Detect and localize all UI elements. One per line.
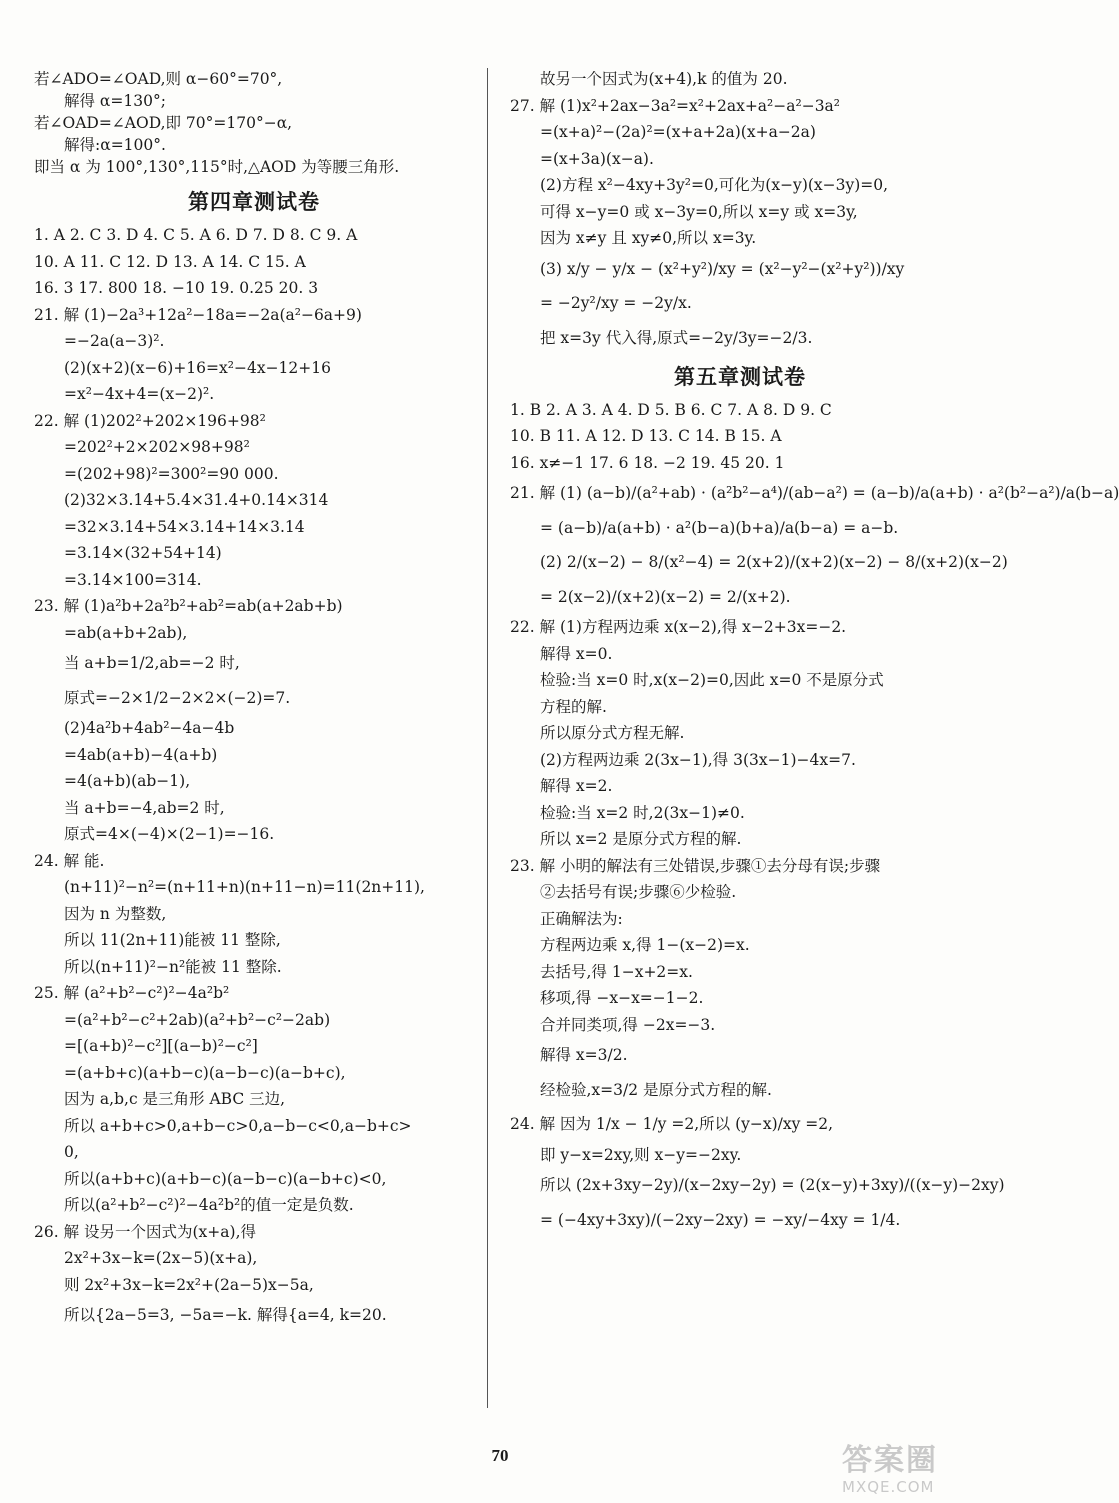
answer-row: 10. B 11. A 12. D 13. C 14. B 15. A xyxy=(510,427,782,445)
text-line: 原式=−2×1/2−2×2×(−2)=7. xyxy=(64,688,291,707)
text-line: =x²−4x+4=(x−2)². xyxy=(64,385,215,403)
text-line: =−2a(a−3)². xyxy=(64,332,165,350)
text-line: =202²+2×202×98+98² xyxy=(64,438,250,456)
text-line: 因为 x≠y 且 xy≠0,所以 x=3y. xyxy=(540,229,757,247)
text-line: 当 a+b=−4,ab=2 时, xyxy=(64,798,225,817)
text-line: 所以(a²+b²−c²)²−4a²b²的值一定是负数. xyxy=(64,1196,354,1214)
text-line: (3) x/y − y/x − (x²+y²)/xy = (x²−y²−(x²+y²))/xy xyxy=(540,259,905,278)
text-line: (2)(x+2)(x−6)+16=x²−4x−12+16 xyxy=(64,358,331,377)
text-line: 可得 x−y=0 或 x−3y=0,所以 x=y 或 x=3y, xyxy=(540,202,858,221)
text-line: =(a+b+c)(a+b−c)(a−b−c)(a−b+c), xyxy=(64,1063,346,1082)
text-line: =4ab(a+b)−4(a+b) xyxy=(64,745,218,764)
text-line: = −2y²/xy = −2y/x. xyxy=(540,294,692,312)
text-line: 即当 α 为 100°,130°,115°时,△AOD 为等腰三角形. xyxy=(34,158,400,176)
text-line: 若∠OAD=∠AOD,即 70°=170°−α, xyxy=(34,114,293,132)
text-line: =3.14×100=314. xyxy=(64,570,202,589)
text-line: 经检验,x=3/2 是原分式方程的解. xyxy=(540,1080,772,1099)
text-line: 把 x=3y 代入得,原式=−2y/3y=−2/3. xyxy=(540,328,813,347)
question-start: 22. 解 (1)202²+202×196+98² xyxy=(34,411,266,430)
right-column xyxy=(510,68,1119,1235)
watermark-logo xyxy=(842,1444,982,1500)
text-line: 解得 x=0. xyxy=(540,644,613,663)
text-line: 检验:当 x=2 时,2(3x−1)≠0. xyxy=(540,803,745,822)
text-line: 原式=4×(−4)×(2−1)=−16. xyxy=(64,825,275,843)
question-start: 22. 解 (1)方程两边乘 x(x−2),得 x−2+3x=−2. xyxy=(510,618,847,636)
text-line: (2)方程 x²−4xy+3y²=0,可化为(x−y)(x−3y)=0, xyxy=(540,176,889,194)
text-line: 所以 x=2 是原分式方程的解. xyxy=(540,830,742,848)
text-line: 所以{2a−5=3, −5a=−k. 解得{a=4, k=20. xyxy=(64,1306,387,1324)
text-line: (2) 2/(x−2) − 8/(x²−4) = 2(x+2)/(x+2)(x−2) − 8/(x+2)(x−2) xyxy=(540,553,1008,571)
text-line: =[(a+b)²−c²][(a−b)²−c²] xyxy=(64,1037,258,1055)
text-line: 解得 x=2. xyxy=(540,777,613,795)
text-line: =32×3.14+54×3.14+14×3.14 xyxy=(64,517,305,536)
text-line: 0, xyxy=(64,1143,79,1161)
text-line: (2)方程两边乘 2(3x−1),得 3(3x−1)−4x=7. xyxy=(540,750,856,769)
text-line: =(202+98)²=300²=90 000. xyxy=(64,464,279,483)
text-line: =(x+a)²−(2a)²=(x+a+2a)(x+a−2a) xyxy=(540,123,816,141)
text-line: 正确解法为: xyxy=(540,909,623,928)
text-line: ②去括号有误;步骤⑥少检验. xyxy=(540,883,737,901)
text-line: 解得 α=130°; xyxy=(64,92,166,110)
question-start: 25. 解 (a²+b²−c²)²−4a²b² xyxy=(34,984,230,1002)
text-line: 所以原分式方程无解. xyxy=(540,724,685,742)
answer-row: 16. 3 17. 800 18. −10 19. 0.25 20. 3 xyxy=(34,279,319,297)
text-line: =ab(a+b+2ab), xyxy=(64,623,188,642)
text-line: 则 2x²+3x−k=2x²+(2a−5)x−5a, xyxy=(64,1275,314,1294)
question-start: 23. 解 小明的解法有三处错误,步骤①去分母有误;步骤 xyxy=(510,856,881,875)
text-line: 所以(n+11)²−n²能被 11 整除. xyxy=(64,957,282,976)
watermark-title: 答案圈 xyxy=(842,1443,938,1478)
text-line: = (a−b)/a(a+b) · a²(b−a)(b+a)/a(b−a) = a−b. xyxy=(540,518,899,537)
text-line: 当 a+b=1/2,ab=−2 时, xyxy=(64,654,240,672)
question-start: 27. 解 (1)x²+2ax−3a²=x²+2ax+a²−a²−3a² xyxy=(510,96,841,115)
text-line: 2x²+3x−k=(2x−5)(x+a), xyxy=(64,1249,258,1267)
chapter-heading: 第五章测试卷 xyxy=(674,364,806,389)
text-line: 因为 n 为整数, xyxy=(64,904,167,923)
text-line: =4(a+b)(ab−1), xyxy=(64,772,191,790)
text-line: =(a²+b²−c²+2ab)(a²+b²−c²−2ab) xyxy=(64,1010,331,1029)
text-line: 方程两边乘 x,得 1−(x−2)=x. xyxy=(540,936,750,954)
text-line: 解得 x=3/2. xyxy=(540,1046,628,1064)
question-start: 23. 解 (1)a²b+2a²b²+ab²=ab(a+2ab+b) xyxy=(34,597,343,615)
text-line: (n+11)²−n²=(n+11+n)(n+11−n)=11(2n+11), xyxy=(64,878,425,896)
text-line: 若∠ADO=∠OAD,则 α−60°=70°, xyxy=(34,70,283,88)
text-line: = 2(x−2)/(x+2)(x−2) = 2/(x+2). xyxy=(540,587,791,606)
page-number: 70 xyxy=(491,1446,509,1465)
column-divider xyxy=(487,68,488,1408)
text-line: =3.14×(32+54+14) xyxy=(64,544,222,562)
question-start: 21. 解 (1)−2a³+12a²−18a=−2a(a²−6a+9) xyxy=(34,305,362,324)
text-line: 检验:当 x=0 时,x(x−2)=0,因此 x=0 不是原分式 xyxy=(540,671,884,689)
text-line: 所以(a+b+c)(a+b−c)(a−b−c)(a−b+c)<0, xyxy=(64,1169,387,1188)
text-line: 去括号,得 1−x+2=x. xyxy=(540,962,693,981)
text-line: (2)32×3.14+5.4×31.4+0.14×314 xyxy=(64,491,329,509)
text-line: 所以 a+b+c>0,a+b−c>0,a−b−c<0,a−b+c> xyxy=(64,1116,412,1135)
text-line: 解得:α=100°. xyxy=(64,136,166,154)
watermark-url: MXQE.COM xyxy=(842,1478,935,1496)
answer-row: 1. A 2. C 3. D 4. C 5. A 6. D 7. D 8. C 9. A xyxy=(34,226,358,244)
question-start: 26. 解 设另一个因式为(x+a),得 xyxy=(34,1222,256,1241)
text-line: 即 y−x=2xy,则 x−y=−2xy. xyxy=(540,1145,742,1164)
text-line: 所以 (2x+3xy−2y)/(x−2xy−2y) = (2(x−y)+3xy)/((x−y)−2xy) xyxy=(540,1176,1005,1194)
answer-row: 1. B 2. A 3. A 4. D 5. B 6. C 7. A 8. D 9. C xyxy=(510,400,832,419)
text-line: 方程的解. xyxy=(540,697,607,716)
text-line: 故另一个因式为(x+4),k 的值为 20. xyxy=(540,70,788,88)
text-line: (2)4a²b+4ab²−4a−4b xyxy=(64,719,235,737)
answer-row: 10. A 11. C 12. D 13. A 14. C 15. A xyxy=(34,252,306,271)
chapter-heading: 第四章测试卷 xyxy=(188,190,320,214)
left-column xyxy=(34,68,474,1330)
question-start: 24. 解 能. xyxy=(34,851,105,870)
answer-row: 16. x≠−1 17. 6 18. −2 19. 45 20. 1 xyxy=(510,453,785,472)
text-line: 因为 a,b,c 是三角形 ABC 三边, xyxy=(64,1090,286,1108)
text-line: =(x+3a)(x−a). xyxy=(540,149,654,168)
text-line: 所以 11(2n+11)能被 11 整除, xyxy=(64,931,281,949)
text-line: 合并同类项,得 −2x=−3. xyxy=(540,1015,716,1034)
text-line: = (−4xy+3xy)/(−2xy−2xy) = −xy/−4xy = 1/4. xyxy=(540,1210,901,1229)
question-start: 24. 解 因为 1/x − 1/y =2,所以 (y−x)/xy =2, xyxy=(510,1115,834,1133)
text-line: 移项,得 −x−x=−1−2. xyxy=(540,989,704,1007)
question-start: 21. 解 (1) (a−b)/(a²+ab) · (a²b²−a⁴)/(ab−a²) = (a−b)/a(a+b) · a²(b²−a²)/a(b−a) xyxy=(510,484,1119,502)
